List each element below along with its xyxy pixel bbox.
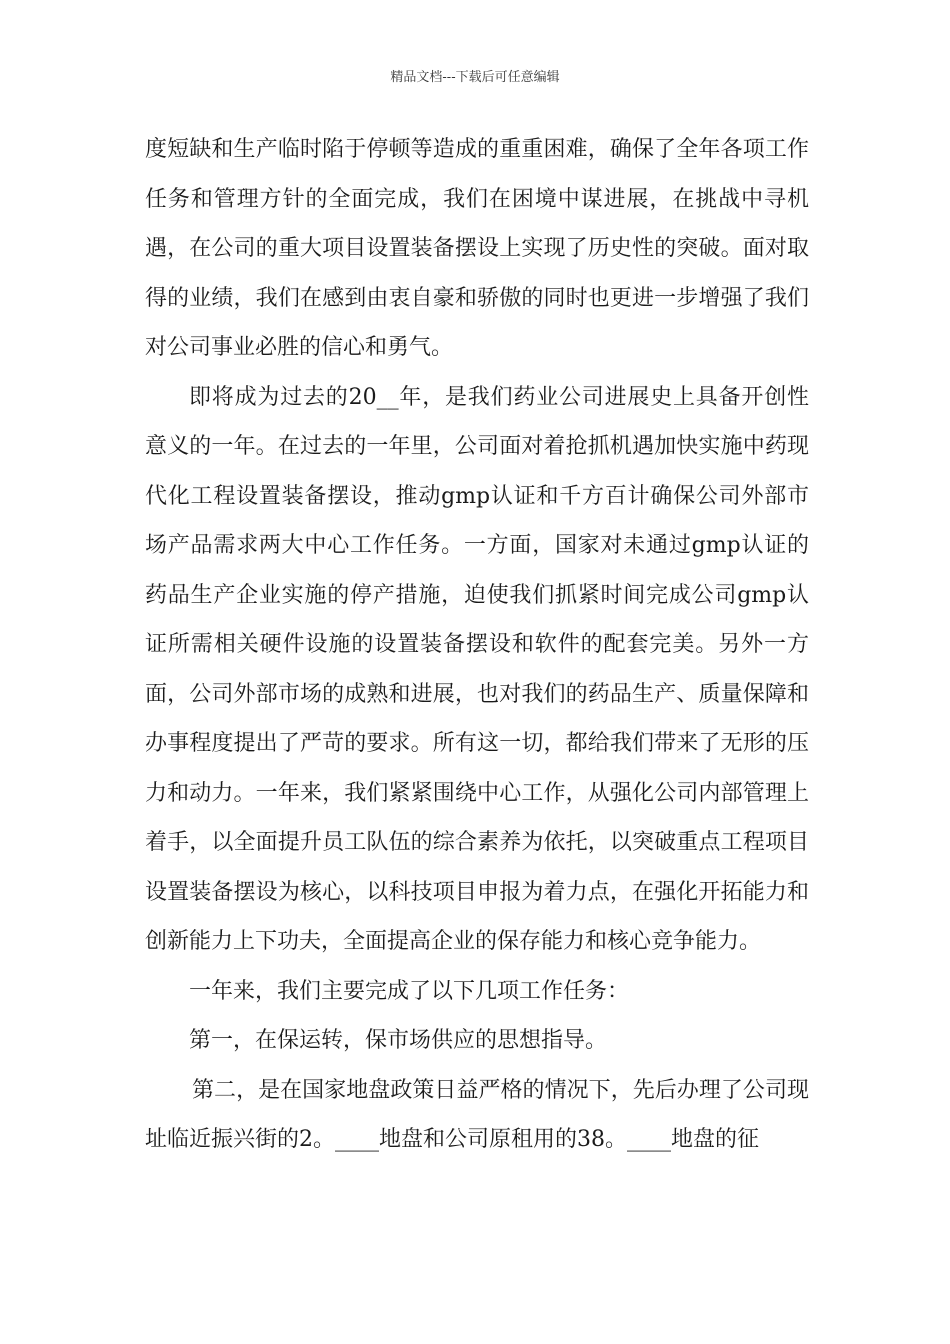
paragraph-5: 第二，是在国家地盘政策日益严格的情况下，先后办理了公司现址临近振兴街的2。____地盘和公司原租用的38。____地盘的征 (145, 1077, 809, 1152)
paragraph-2: 即将成为过去的20__年，是我们药业公司进展史上具备开创性意义的一年。在过去的一年里，公司面对着抢抓机遇加快实施中药现代化工程设置装备摆设，推动gmp认证和千方百计确保公司外部市场产品需求两大中心工作任务。一方面，国家对未通过gmp认证的药品生产企业实施的停产措施，迫使我们抓紧时间完成公司gmp认证所需相关硬件设施的设置装备摆设和软件的配套完美。另外一方面，公司外部市场的成熟和进展，也对我们的药品生产、质量保障和办事程度提出了严苛的要求。所有这一切，都给我们带来了无形的压力和动力。一年来，我们紧紧围绕中心工作，从强化公司内部管理上着手，以全面提升员工队伍的综合素养为依托，以突破重点工程项目设置装备摆设为核心，以科技项目申报为着力点，在强化开拓能力和创新能力上下功夫，全面提高企业的保存能力和核心竞争能力。 (145, 384, 809, 954)
paragraph-1: 度短缺和生产临时陷于停顿等造成的重重困难，确保了全年各项工作任务和管理方针的全面完成，我们在困境中谋进展，在挑战中寻机遇，在公司的重大项目设置装备摆设上实现了历史性的突破。面对取得的业绩，我们在感到由衷自豪和骄傲的同时也更进一步增强了我们对公司事业必胜的信心和勇气。 (145, 137, 809, 360)
document-body (145, 125, 809, 1165)
page-header: 精品文档---下载后可任意编辑 (390, 70, 560, 85)
paragraph-3: 一年来，我们主要完成了以下几项工作任务： (189, 978, 630, 1004)
paragraph-4: 第一，在保运转，保市场供应的思想指导。 (189, 1028, 608, 1053)
